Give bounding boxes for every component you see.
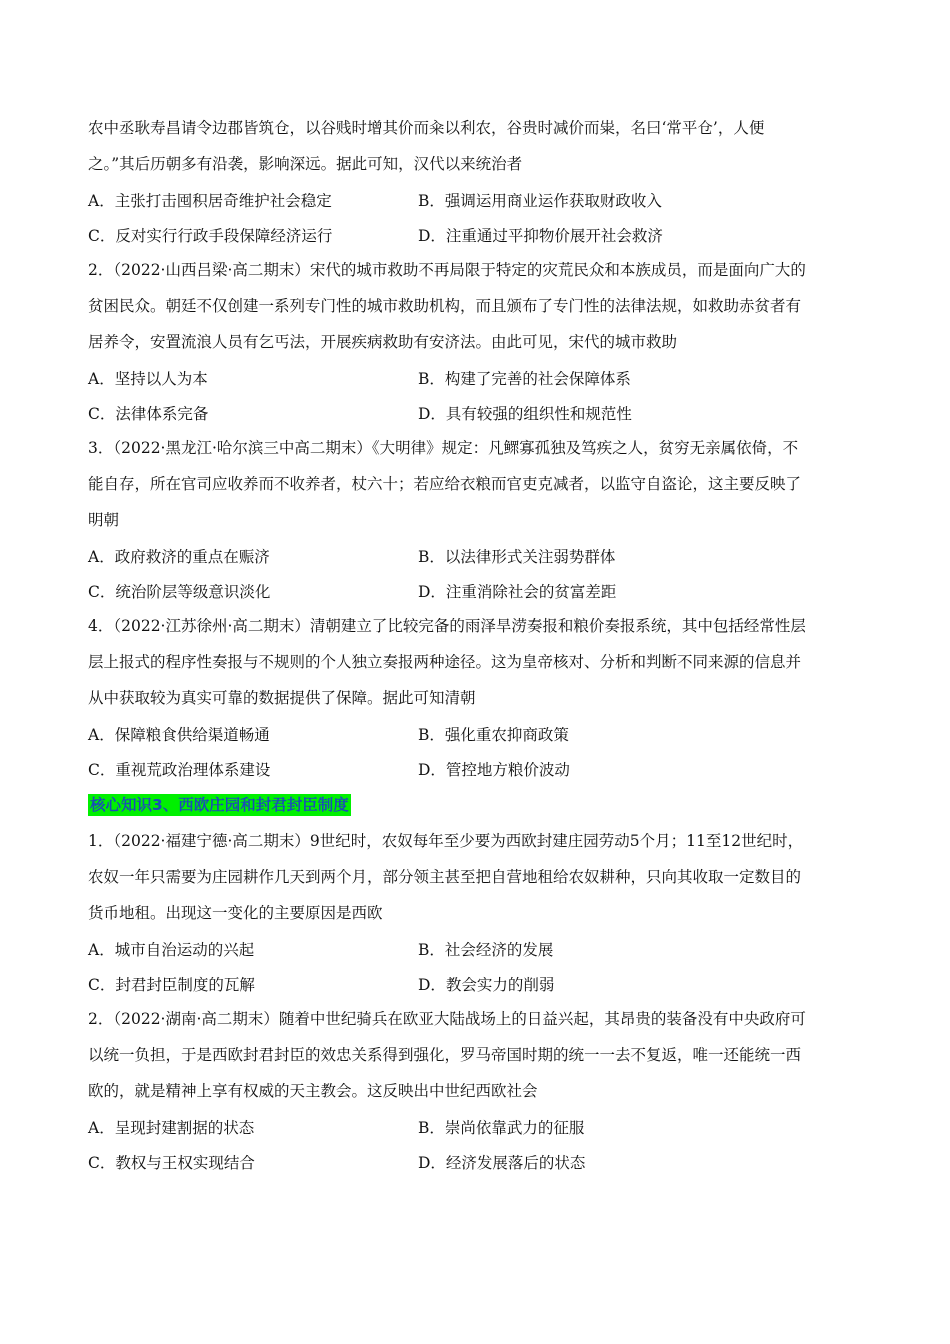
question-text-line: 明朝 — [88, 511, 120, 529]
question-text-line: 4．（2022·江苏徐州·高二期末）清朝建立了比较完备的雨泽旱涝奏报和粮价奏报系统，其中包括经常性层 — [88, 617, 806, 635]
option-a: A．呈现封建割据的状态 — [88, 1118, 255, 1137]
option-c: C．封君封臣制度的瓦解 — [88, 975, 255, 994]
question-text-line: 层上报式的程序性奏报与不规则的个人独立奏报两种途径。这为皇帝核对、分析和判断不同来源的信息并 — [88, 653, 802, 671]
question-text-line: 之。”其后历朝多有沿袭，影响深远。据此可知，汉代以来统治者 — [88, 155, 523, 173]
section3-question-1 — [88, 823, 863, 1001]
question-intro-continuation — [88, 110, 863, 252]
option-a: A．主张打击囤积居奇维护社会稳定 — [88, 191, 332, 210]
section3-question-2 — [88, 1001, 863, 1179]
options-row — [88, 217, 863, 252]
option-d: D．注重通过平抑物价展开社会救济 — [418, 226, 663, 245]
option-b: B．强化重农抑商政策 — [418, 725, 569, 744]
option-d: D．管控地方粮价波动 — [418, 760, 570, 779]
options-row — [88, 716, 863, 751]
question-4 — [88, 608, 863, 786]
option-b: B．崇尚依靠武力的征服 — [418, 1118, 585, 1137]
option-d: D．具有较强的组织性和规范性 — [418, 404, 632, 423]
options-row — [88, 538, 863, 573]
option-a: A．坚持以人为本 — [88, 369, 208, 388]
option-d: D．教会实力的削弱 — [418, 975, 555, 994]
options-row — [88, 360, 863, 395]
question-text-line: 货币地租。出现这一变化的主要原因是西欧 — [88, 904, 383, 922]
options-row — [88, 573, 863, 608]
option-c: C．反对实行行政手段保障经济运行 — [88, 226, 333, 245]
option-a: A．城市自治运动的兴起 — [88, 940, 255, 959]
document-page — [88, 110, 863, 1179]
question-text-line: 从中获取较为真实可靠的数据提供了保障。据此可知清朝 — [88, 689, 476, 707]
question-text-line: 3．（2022·黑龙江·哈尔滨三中高二期末）《大明律》规定：凡鳏寡孤独及笃疾之人，贫穷无亲属依倚，不 — [88, 439, 799, 457]
options-row — [88, 182, 863, 217]
option-d: D．经济发展落后的状态 — [418, 1153, 586, 1172]
question-text-line: 2．（2022·山西吕梁·高二期末）宋代的城市救助不再局限于特定的灾荒民众和本族成员，而是面向广大的 — [88, 261, 806, 279]
option-c: C．教权与王权实现结合 — [88, 1153, 255, 1172]
option-c: C．重视荒政治理体系建设 — [88, 760, 271, 779]
question-text-line: 能自存，所在官司应收养而不收养者，杖六十；若应给衣粮而官吏克减者，以监守自盗论，这主要反映了 — [88, 475, 802, 493]
options-row — [88, 931, 863, 966]
question-text-line: 居养令，安置流浪人员有乞丐法，开展疾病救助有安济法。由此可见，宋代的城市救助 — [88, 333, 678, 351]
section-heading: 核心知识3、西欧庄园和封君封臣制度 — [90, 795, 349, 814]
option-b: B．构建了完善的社会保障体系 — [418, 369, 631, 388]
question-text-line: 农中丞耿寿昌请令边郡皆筑仓，以谷贱时增其价而籴以利农，谷贵时减价而粜，名曰‘常平仓’，人便 — [88, 119, 765, 137]
question-text-line: 2．（2022·湖南·高二期末）随着中世纪骑兵在欧亚大陆战场上的日益兴起，其昂贵的装备没有中央政府可 — [88, 1010, 806, 1028]
option-d: D．注重消除社会的贫富差距 — [418, 582, 617, 601]
options-row — [88, 1144, 863, 1179]
question-text-line: 以统一负担，于是西欧封君封臣的效忠关系得到强化，罗马帝国时期的统一一去不复返，唯一还能统一西 — [88, 1046, 802, 1064]
option-c: C．统治阶层等级意识淡化 — [88, 582, 271, 601]
options-row — [88, 395, 863, 430]
question-3 — [88, 430, 863, 608]
option-a: A．政府救济的重点在赈济 — [88, 547, 270, 566]
question-text-line: 欧的，就是精神上享有权威的天主教会。这反映出中世纪西欧社会 — [88, 1082, 538, 1100]
question-2 — [88, 252, 863, 430]
option-a: A．保障粮食供给渠道畅通 — [88, 725, 270, 744]
section-heading-row — [88, 786, 863, 823]
options-row — [88, 966, 863, 1001]
option-b: B．以法律形式关注弱势群体 — [418, 547, 616, 566]
option-b: B．社会经济的发展 — [418, 940, 554, 959]
option-b: B．强调运用商业运作获取财政收入 — [418, 191, 662, 210]
option-c: C．法律体系完备 — [88, 404, 209, 423]
options-row — [88, 1109, 863, 1144]
options-row — [88, 751, 863, 786]
question-text-line: 农奴一年只需要为庄园耕作几天到两个月，部分领主甚至把自营地租给农奴耕种，只向其收取一定数目的 — [88, 868, 802, 886]
question-text-line: 贫困民众。朝廷不仅创建一系列专门性的城市救助机构，而且颁布了专门性的法律法规，如救助赤贫者有 — [88, 297, 802, 315]
question-text-line: 1．（2022·福建宁德·高二期末）9世纪时，农奴每年至少要为西欧封建庄园劳动5个月；11至12世纪时， — [88, 832, 804, 850]
